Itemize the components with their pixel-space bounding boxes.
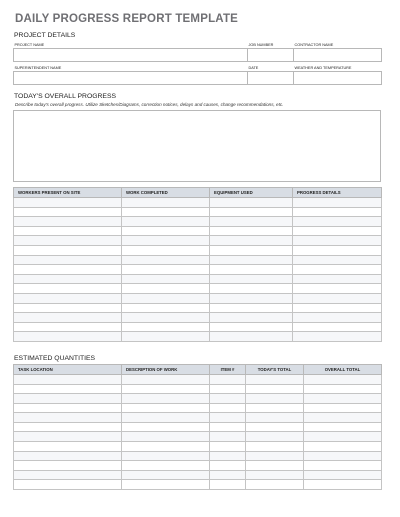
table-cell[interactable] (246, 442, 304, 452)
table-cell[interactable] (210, 207, 293, 217)
table-cell[interactable] (293, 274, 382, 284)
workers-table (13, 187, 382, 342)
table-cell[interactable] (210, 236, 293, 246)
quantities-table (13, 364, 382, 490)
project-details-table (13, 42, 382, 85)
table-cell[interactable] (14, 461, 122, 471)
table-cell[interactable] (210, 322, 293, 332)
work-completed-column-header: WORK COMPLETED (122, 188, 210, 198)
table-cell[interactable] (210, 293, 293, 303)
table-row (14, 432, 382, 442)
table-cell[interactable] (293, 198, 382, 208)
table-cell[interactable] (122, 313, 210, 323)
table-cell[interactable] (293, 293, 382, 303)
table-cell[interactable] (246, 384, 304, 394)
table-cell[interactable] (14, 293, 122, 303)
table-row (14, 480, 382, 490)
table-cell[interactable] (14, 255, 122, 265)
table-cell[interactable] (293, 313, 382, 323)
table-cell[interactable] (122, 422, 210, 432)
table-cell[interactable] (122, 284, 210, 294)
table-row (14, 470, 382, 480)
table-cell[interactable] (304, 394, 382, 404)
table-cell[interactable] (293, 322, 382, 332)
date-label: DATE (248, 62, 294, 72)
table-row (14, 265, 382, 275)
table-row (14, 207, 382, 217)
table-cell[interactable] (122, 207, 210, 217)
table-cell[interactable] (122, 265, 210, 275)
table-cell[interactable] (293, 245, 382, 255)
project-name-field[interactable] (14, 49, 248, 62)
table-cell[interactable] (210, 394, 246, 404)
table-cell[interactable] (14, 313, 122, 323)
table-cell[interactable] (122, 470, 210, 480)
table-cell[interactable] (14, 265, 122, 275)
table-cell[interactable] (304, 470, 382, 480)
table-row (14, 313, 382, 323)
table-cell[interactable] (210, 480, 246, 490)
table-cell[interactable] (293, 207, 382, 217)
table-cell[interactable] (14, 470, 122, 480)
table-cell[interactable] (122, 394, 210, 404)
equipment-used-column-header: EQUIPMENT USED (210, 188, 293, 198)
table-cell[interactable] (14, 303, 122, 313)
table-cell[interactable] (210, 255, 293, 265)
todays-total-column-header: TODAY'S TOTAL (246, 364, 304, 374)
table-cell[interactable] (304, 451, 382, 461)
table-row (14, 442, 382, 452)
table-cell[interactable] (210, 313, 293, 323)
table-cell[interactable] (14, 451, 122, 461)
table-cell[interactable] (122, 198, 210, 208)
table-cell[interactable] (210, 265, 293, 275)
table-cell[interactable] (122, 274, 210, 284)
table-cell[interactable] (122, 384, 210, 394)
table-row (14, 245, 382, 255)
table-cell[interactable] (14, 422, 122, 432)
progress-details-column-header: PROGRESS DETAILS (293, 188, 382, 198)
table-cell[interactable] (122, 226, 210, 236)
table-row (14, 322, 382, 332)
table-cell[interactable] (304, 374, 382, 384)
report-page (13, 12, 381, 490)
table-row (14, 217, 382, 227)
project-details-heading: PROJECT DETAILS (14, 32, 76, 39)
table-cell[interactable] (122, 413, 210, 423)
overall-progress-field[interactable] (13, 110, 381, 182)
table-cell[interactable] (14, 245, 122, 255)
table-cell[interactable] (210, 384, 246, 394)
table-row (14, 236, 382, 246)
table-cell[interactable] (293, 303, 382, 313)
table-cell[interactable] (210, 432, 246, 442)
table-cell[interactable] (293, 284, 382, 294)
table-cell[interactable] (122, 217, 210, 227)
table-cell[interactable] (122, 403, 210, 413)
table-row (14, 413, 382, 423)
table-cell[interactable] (122, 332, 210, 342)
table-cell[interactable] (122, 442, 210, 452)
table-cell[interactable] (14, 403, 122, 413)
date-field[interactable] (248, 72, 294, 85)
table-cell[interactable] (304, 461, 382, 471)
table-cell[interactable] (210, 245, 293, 255)
estimated-quantities-heading: ESTIMATED QUANTITIES (14, 354, 96, 362)
table-cell[interactable] (304, 384, 382, 394)
table-cell[interactable] (14, 413, 122, 423)
contractor-name-field[interactable] (294, 49, 382, 62)
job-number-label: JOB NUMBER (248, 42, 294, 49)
table-cell[interactable] (304, 422, 382, 432)
table-cell[interactable] (14, 394, 122, 404)
table-cell[interactable] (304, 413, 382, 423)
table-cell[interactable] (14, 374, 122, 384)
table-row (14, 374, 382, 384)
table-cell[interactable] (14, 432, 122, 442)
table-cell[interactable] (14, 322, 122, 332)
workers-column-header: WORKERS PRESENT ON SITE (14, 188, 122, 198)
table-cell[interactable] (14, 384, 122, 394)
table-cell[interactable] (293, 217, 382, 227)
table-cell[interactable] (246, 432, 304, 442)
table-cell[interactable] (246, 480, 304, 490)
description-of-work-column-header: DESCRIPTION OF WORK (122, 364, 210, 374)
table-cell[interactable] (293, 332, 382, 342)
table-cell[interactable] (122, 303, 210, 313)
task-location-column-header: TASK LOCATION (14, 364, 122, 374)
table-cell[interactable] (122, 374, 210, 384)
table-cell[interactable] (122, 480, 210, 490)
project-name-label: PROJECT NAME (14, 42, 248, 49)
table-cell[interactable] (210, 403, 246, 413)
table-cell[interactable] (210, 461, 246, 471)
table-cell[interactable] (210, 374, 246, 384)
table-row (14, 198, 382, 208)
table-row (14, 284, 382, 294)
table-cell[interactable] (246, 403, 304, 413)
table-cell[interactable] (122, 461, 210, 471)
table-cell[interactable] (210, 332, 293, 342)
weather-field[interactable] (294, 72, 382, 85)
table-cell[interactable] (246, 422, 304, 432)
table-cell[interactable] (246, 413, 304, 423)
table-cell[interactable] (14, 332, 122, 342)
table-cell[interactable] (14, 442, 122, 452)
table-row (14, 274, 382, 284)
weather-label: WEATHER AND TEMPERATURE (294, 62, 382, 72)
table-cell[interactable] (246, 374, 304, 384)
table-cell[interactable] (293, 236, 382, 246)
table-cell[interactable] (304, 442, 382, 452)
overall-progress-description: Describe today's overall progress. Utilize Sketches/Diagrams, correction notices, delays and causes, change recommendations, etc. (15, 102, 284, 107)
contractor-name-label: CONTRACTOR NAME (294, 42, 382, 49)
table-row (14, 394, 382, 404)
table-row (14, 384, 382, 394)
table-cell[interactable] (210, 198, 293, 208)
table-cell[interactable] (210, 284, 293, 294)
table-cell[interactable] (246, 451, 304, 461)
table-cell[interactable] (210, 226, 293, 236)
table-cell[interactable] (122, 293, 210, 303)
table-cell[interactable] (122, 236, 210, 246)
table-cell[interactable] (293, 265, 382, 275)
table-cell[interactable] (210, 413, 246, 423)
table-cell[interactable] (14, 236, 122, 246)
table-row (14, 255, 382, 265)
workers-table-body (14, 198, 382, 342)
table-cell[interactable] (122, 432, 210, 442)
table-row (14, 461, 382, 471)
table-row (14, 332, 382, 342)
table-cell[interactable] (293, 255, 382, 265)
table-cell[interactable] (210, 422, 246, 432)
table-cell[interactable] (122, 255, 210, 265)
table-cell[interactable] (122, 245, 210, 255)
page-title: DAILY PROGRESS REPORT TEMPLATE (15, 13, 239, 25)
overall-progress-heading: TODAY'S OVERALL PROGRESS (14, 93, 117, 100)
table-cell[interactable] (210, 274, 293, 284)
table-cell[interactable] (14, 198, 122, 208)
table-row (14, 293, 382, 303)
table-cell[interactable] (122, 322, 210, 332)
overall-total-column-header: OVERALL TOTAL (304, 364, 382, 374)
table-row (14, 303, 382, 313)
table-row (14, 451, 382, 461)
table-cell[interactable] (14, 207, 122, 217)
table-cell[interactable] (14, 284, 122, 294)
superintendent-name-label: SUPERINTENDENT NAME (14, 62, 248, 72)
table-cell[interactable] (304, 432, 382, 442)
job-number-field[interactable] (248, 49, 294, 62)
table-cell[interactable] (304, 403, 382, 413)
table-cell[interactable] (246, 394, 304, 404)
table-cell[interactable] (210, 303, 293, 313)
table-cell[interactable] (210, 451, 246, 461)
table-cell[interactable] (122, 451, 210, 461)
item-number-column-header: ITEM # (210, 364, 246, 374)
table-cell[interactable] (14, 226, 122, 236)
table-cell[interactable] (246, 461, 304, 471)
table-cell[interactable] (210, 442, 246, 452)
table-row (14, 403, 382, 413)
table-cell[interactable] (14, 274, 122, 284)
table-row (14, 226, 382, 236)
table-cell[interactable] (14, 480, 122, 490)
quantities-table-body (14, 374, 382, 489)
table-cell[interactable] (293, 226, 382, 236)
table-cell[interactable] (304, 480, 382, 490)
table-row (14, 422, 382, 432)
superintendent-name-field[interactable] (14, 72, 248, 85)
table-cell[interactable] (210, 217, 293, 227)
table-cell[interactable] (14, 217, 122, 227)
table-cell[interactable] (246, 470, 304, 480)
table-cell[interactable] (210, 470, 246, 480)
